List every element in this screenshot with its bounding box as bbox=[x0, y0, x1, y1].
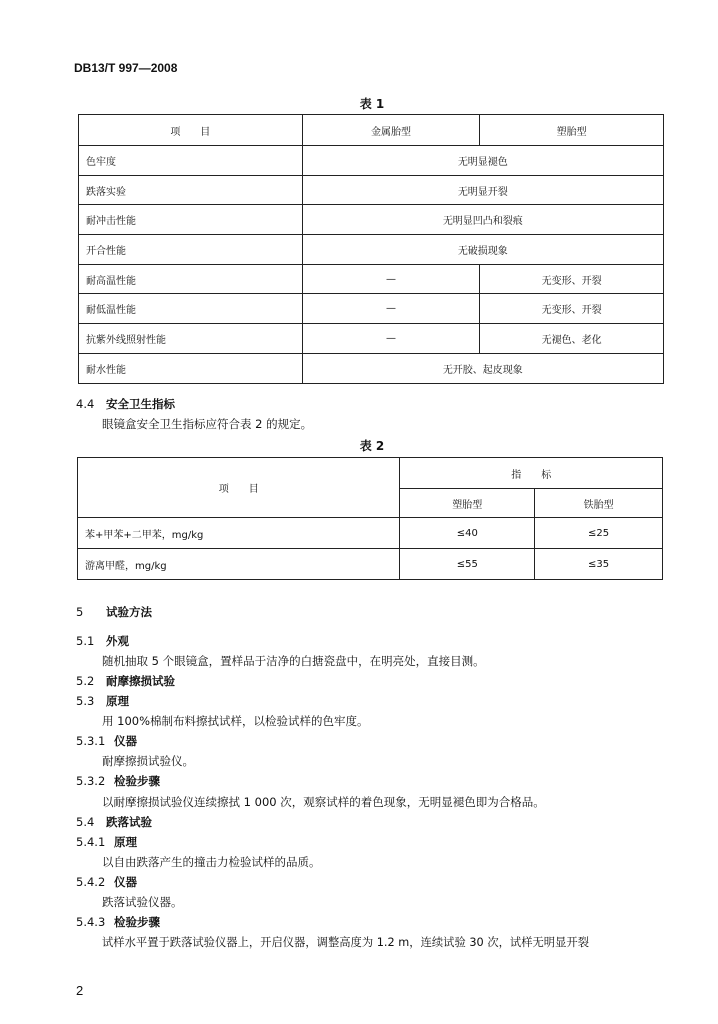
section-number: 5.3 bbox=[76, 694, 95, 708]
table1-metal-value: — bbox=[302, 294, 480, 324]
table2-plastic-value: ≤55 bbox=[400, 549, 535, 580]
table1-header-metal: 金属胎型 bbox=[302, 115, 480, 146]
table1-plastic-value: 无变形、开裂 bbox=[480, 264, 664, 294]
paragraph: 用 100%棉制布料擦拭试样，以检验试样的色牢度。 bbox=[102, 714, 369, 728]
section-number: 4.4 bbox=[76, 397, 95, 411]
table-row bbox=[79, 294, 664, 324]
table2-header-row bbox=[78, 458, 663, 489]
table2-iron-value: ≤25 bbox=[535, 518, 663, 549]
table-row bbox=[79, 324, 664, 354]
section-heading bbox=[76, 814, 152, 830]
section-number: 5.4.2 bbox=[76, 875, 106, 889]
section-title: 原理 bbox=[106, 694, 129, 708]
table2-header-index: 指 标 bbox=[400, 458, 663, 489]
section-heading bbox=[76, 693, 129, 709]
table2-item: 苯+甲苯+二甲苯，mg/kg bbox=[78, 518, 400, 549]
table1-item: 色牢度 bbox=[79, 146, 303, 176]
section-number: 5 bbox=[76, 605, 84, 619]
section-heading bbox=[76, 633, 129, 649]
table1-item: 开合性能 bbox=[79, 235, 303, 265]
paragraph: 跌落试验仪器。 bbox=[102, 895, 183, 909]
table1-caption: 表 1 bbox=[359, 97, 385, 111]
section-title: 仪器 bbox=[114, 875, 137, 889]
table1-requirement: 无明显凹凸和裂痕 bbox=[302, 205, 663, 235]
section-heading bbox=[76, 874, 137, 890]
table1-plastic-value: 无变形、开裂 bbox=[480, 294, 664, 324]
section-4-4-heading bbox=[76, 396, 175, 412]
table2 bbox=[77, 457, 663, 580]
paragraph: 以耐摩擦损试验仪连续擦拭 1 000 次，观察试样的着色现象，无明显褪色即为合格品。 bbox=[102, 795, 545, 809]
paragraph: 随机抽取 5 个眼镜盒，置样品于洁净的白搪瓷盘中，在明亮处，直接目测。 bbox=[102, 654, 485, 668]
table2-header-item: 项 目 bbox=[78, 458, 400, 518]
table1-header-plastic: 塑胎型 bbox=[480, 115, 664, 146]
section-title: 仪器 bbox=[114, 734, 137, 748]
section-number: 5.1 bbox=[76, 634, 95, 648]
section-title: 原理 bbox=[114, 835, 137, 849]
table1 bbox=[78, 114, 664, 384]
section-heading bbox=[76, 773, 160, 789]
table1-header-item: 项 目 bbox=[79, 115, 303, 146]
section-title: 安全卫生指标 bbox=[106, 397, 175, 411]
table1-requirement: 无开胶、起皮现象 bbox=[302, 353, 663, 383]
table-row bbox=[79, 146, 664, 176]
table-row bbox=[79, 353, 664, 383]
section-number: 5.4.1 bbox=[76, 835, 106, 849]
table2-plastic-value: ≤40 bbox=[400, 518, 535, 549]
table1-item: 耐低温性能 bbox=[79, 294, 303, 324]
section-number: 5.3.2 bbox=[76, 774, 106, 788]
document-code: DB13/T 997—2008 bbox=[74, 61, 178, 75]
section-title: 检验步骤 bbox=[114, 915, 160, 929]
table1-requirement: 无明显褪色 bbox=[302, 146, 663, 176]
section-number: 5.3.1 bbox=[76, 734, 106, 748]
table-row bbox=[79, 264, 664, 294]
section-title: 跌落试验 bbox=[106, 815, 152, 829]
table2-item: 游离甲醛，mg/kg bbox=[78, 549, 400, 580]
table1-item: 耐冲击性能 bbox=[79, 205, 303, 235]
table2-header-iron: 铁胎型 bbox=[535, 489, 663, 518]
table-row bbox=[78, 549, 663, 580]
table1-item: 耐高温性能 bbox=[79, 264, 303, 294]
section-heading bbox=[76, 673, 175, 689]
section-number: 5.2 bbox=[76, 674, 95, 688]
paragraph: 耐摩擦损试验仪。 bbox=[102, 754, 194, 768]
table1-item: 跌落实验 bbox=[79, 175, 303, 205]
section-heading bbox=[76, 914, 160, 930]
table1-requirement: 无破损现象 bbox=[302, 235, 663, 265]
paragraph: 以自由跌落产生的撞击力检验试样的品质。 bbox=[102, 855, 321, 869]
section-number: 5.4 bbox=[76, 815, 95, 829]
section-heading bbox=[76, 834, 137, 850]
page-number: 2 bbox=[76, 983, 84, 998]
table2-header-plastic: 塑胎型 bbox=[400, 489, 535, 518]
section-heading bbox=[76, 733, 137, 749]
table1-item: 耐水性能 bbox=[79, 353, 303, 383]
table-row bbox=[79, 235, 664, 265]
table1-plastic-value: 无褪色、老化 bbox=[480, 324, 664, 354]
table1-metal-value: — bbox=[302, 324, 480, 354]
table1-header-row bbox=[79, 115, 664, 146]
table-row bbox=[78, 518, 663, 549]
section-4-4-text: 眼镜盒安全卫生指标应符合表 2 的规定。 bbox=[102, 417, 313, 431]
section-title: 试验方法 bbox=[106, 605, 152, 619]
table-row bbox=[79, 205, 664, 235]
table1-metal-value: — bbox=[302, 264, 480, 294]
paragraph: 试样水平置于跌落试验仪器上，开启仪器，调整高度为 1.2 m，连续试验 30 次，试样无明显开裂 bbox=[102, 936, 589, 949]
section-title: 检验步骤 bbox=[114, 774, 160, 788]
section-number: 5.4.3 bbox=[76, 915, 106, 929]
table1-item: 抗紫外线照射性能 bbox=[79, 324, 303, 354]
section-title: 耐摩擦损试验 bbox=[106, 674, 175, 688]
section-title: 外观 bbox=[106, 634, 129, 648]
table1-requirement: 无明显开裂 bbox=[302, 175, 663, 205]
section-heading bbox=[76, 604, 152, 620]
table-row bbox=[79, 175, 664, 205]
table2-caption: 表 2 bbox=[359, 439, 385, 453]
table2-iron-value: ≤35 bbox=[535, 549, 663, 580]
